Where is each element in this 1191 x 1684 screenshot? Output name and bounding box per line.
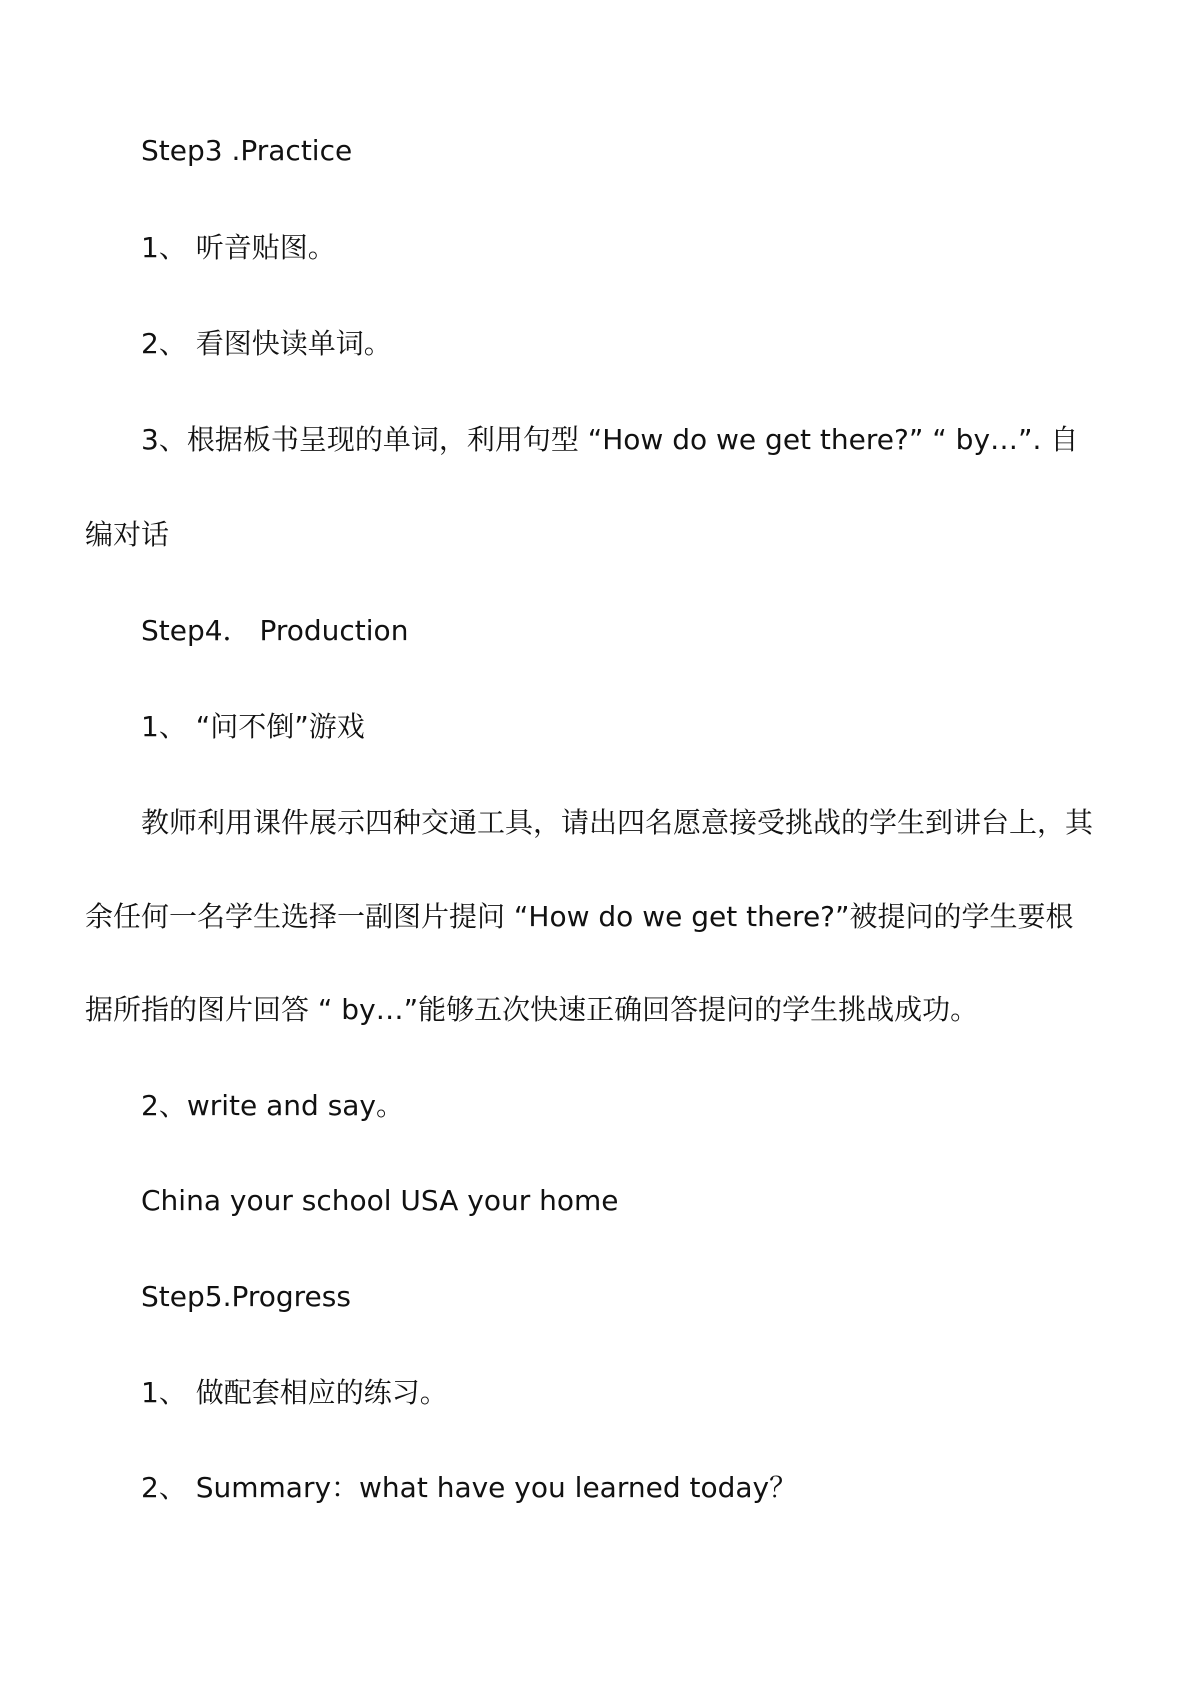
heading-step3: Step3 .Practice	[141, 134, 353, 167]
paragraph-line-3: 据所指的图片回答 “ by…”能够五次快速正确回答提问的学生挑战成功。	[85, 993, 979, 1026]
heading-step4: Step4． Production	[141, 614, 409, 647]
progress-item-2: 2、 Summary：what have you learned today？	[141, 1471, 798, 1504]
progress-item-1: 1、 做配套相应的练习。	[141, 1376, 448, 1409]
heading-step5: Step5.Progress	[141, 1280, 351, 1313]
paragraph-line-2: 余任何一名学生选择一副图片提问 “How do we get there?”被提问的学生要根	[85, 900, 1074, 933]
production-item-2: 2、write and say。	[141, 1089, 405, 1122]
practice-item-3-continued: 编对话	[85, 518, 170, 551]
practice-item-2: 2、 看图快读单词。	[141, 327, 392, 360]
practice-item-1: 1、 听音贴图。	[141, 231, 336, 264]
word-list: China your school USA your home	[141, 1184, 619, 1217]
paragraph-line-1: 教师利用课件展示四种交通工具，请出四名愿意接受挑战的学生到讲台上，其	[141, 806, 1094, 839]
practice-item-3: 3、根据板书呈现的单词，利用句型 “How do we get there?” “ by…”. 自	[141, 423, 1079, 456]
production-item-1: 1、 “问不倒”游戏	[141, 710, 365, 743]
